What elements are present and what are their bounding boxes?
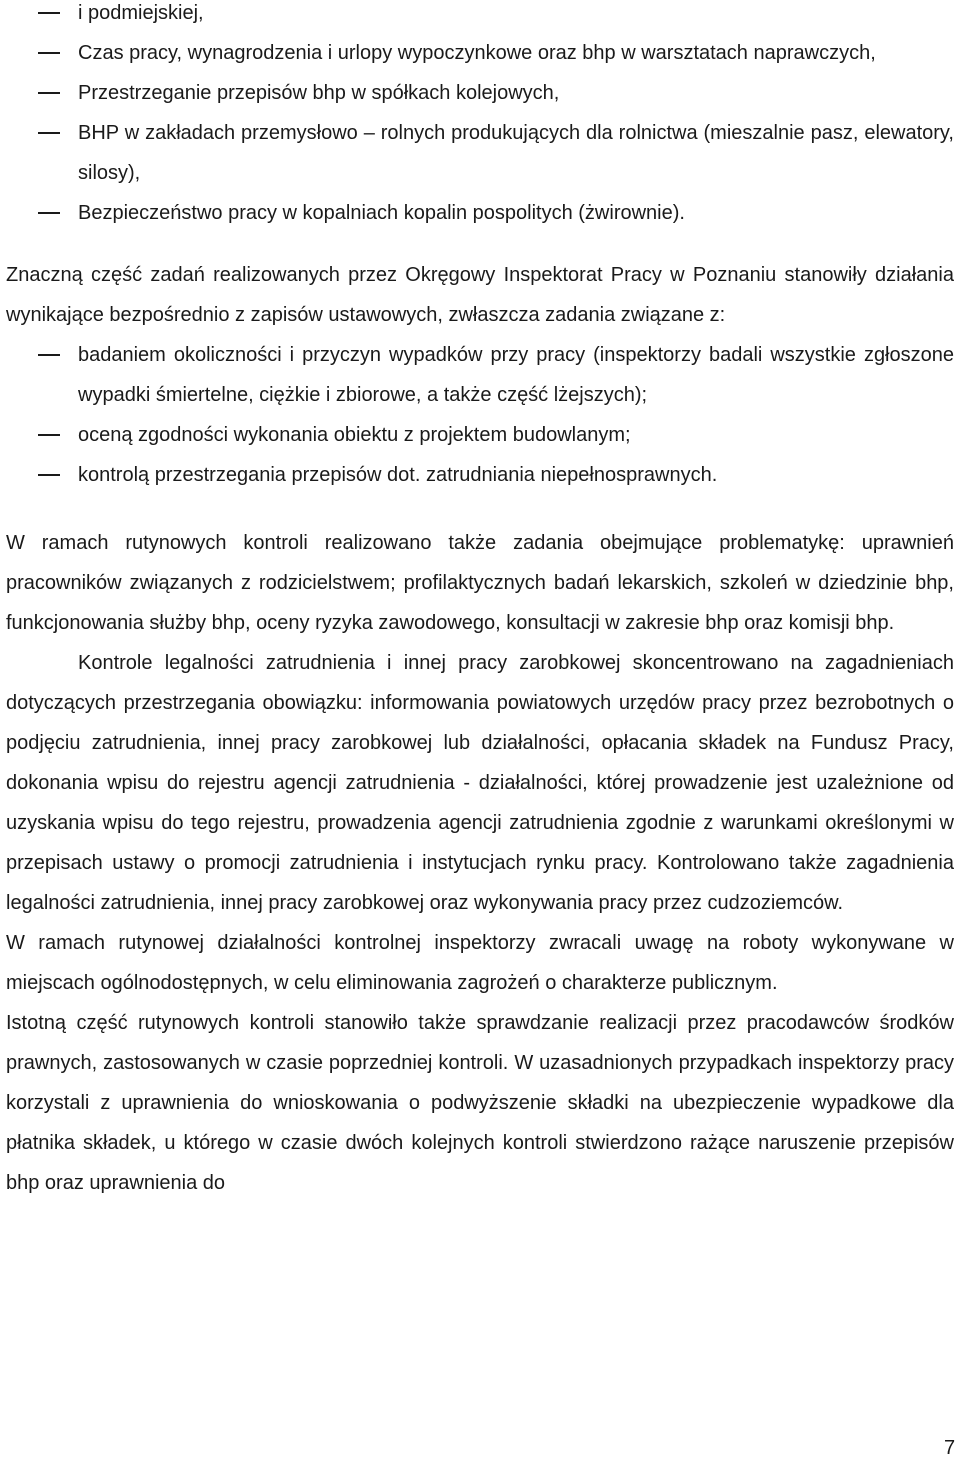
list-item: BHP w zakładach przemysłowo – rolnych produkujących dla rolnictwa (mieszalnie pasz, elewatory, silosy), — [0, 113, 960, 193]
dash-bullet-icon — [38, 132, 60, 134]
list-item: Bezpieczeństwo pracy w kopalniach kopalin pospolitych (żwirownie). — [0, 193, 960, 233]
dash-bullet-icon — [38, 354, 60, 356]
dash-bullet-icon — [38, 52, 60, 54]
paragraph-employment-legality: Kontrole legalności zatrudnienia i innej pracy zarobkowej skoncentrowano na zagadnieniach dotyczących przestrzegania obowiązku: informowania powiatowych urzędów pracy przez bezrobotnych o podjęciu zatrudnienia, innej pracy zarobkowej lub działalności, opłacania składek na Fundusz Pracy, dokonania wpisu do rejestru agencji zatrudnienia - działalności, której prowadzenie jest uzależnione od uzyskania wpisu do tego rejestru, prowadzenia agencji zatrudnienia zgodnie z warunkami określonymi w przepisach ustawy o promocji zatrudnienia i instytucjach rynku pracy. Kontrolowano także zagadnienia legalności zatrudnienia, innej pracy zarobkowej oraz wykonywania pracy przez cudzoziemców. — [6, 652, 954, 914]
dash-bullet-icon — [38, 474, 60, 476]
topic-list — [0, 0, 960, 233]
paragraph-public-works: W ramach rutynowej działalności kontrolnej inspektorzy zwracali uwagę na roboty wykonywane w miejscach ogólnodostępnych, w celu eliminowania zagrożeń o charakterze publicznym. — [6, 932, 954, 994]
list-item: Czas pracy, wynagrodzenia i urlopy wypoczynkowe oraz bhp w warsztatach naprawczych, — [0, 33, 960, 73]
paragraph-statutory-tasks: Znaczną część zadań realizowanych przez Okręgowy Inspektorat Pracy w Poznaniu stanowiły działania wynikające bezpośrednio z zapisów ustawowych, zwłaszcza zadania związane z: — [6, 264, 954, 326]
list-item: badaniem okoliczności i przyczyn wypadków przy pracy (inspektorzy badali wszystkie zgłoszone wypadki śmiertelne, ciężkie i zbiorowe, a także część lżejszych); — [0, 335, 960, 415]
list-item: oceną zgodności wykonania obiektu z projektem budowlanym; — [0, 415, 960, 455]
paragraph-routine-inspections: W ramach rutynowych kontroli realizowano także zadania obejmujące problematykę: uprawnień pracowników związanych z rodzicielstwem; profilaktycznych badań lekarskich, szkoleń w dziedzinie bhp, funkcjonowania służby bhp, oceny ryzyka zawodowego, konsultacji w zakresie bhp oraz komisji bhp. — [6, 532, 954, 634]
dash-bullet-icon — [38, 434, 60, 436]
paragraph-follow-up-checks: Istotną część rutynowych kontroli stanowiło także sprawdzanie realizacji przez pracodawców środków prawnych, zastosowanych w czasie poprzedniej kontroli. W uzasadnionych przypadkach inspektorzy pracy korzystali z uprawnienia do wnioskowania o podwyższenie składki na ubezpieczenie wypadkowe dla płatnika składek, u którego w czasie dwóch kolejnych kontroli stwierdzono rażące naruszenie przepisów bhp oraz uprawnienia do — [6, 1012, 954, 1194]
list-item: kontrolą przestrzegania przepisów dot. zatrudniania niepełnosprawnych. — [0, 455, 960, 495]
dash-bullet-icon — [38, 92, 60, 94]
list-item: Przestrzeganie przepisów bhp w spółkach kolejowych, — [0, 73, 960, 113]
dash-bullet-icon — [38, 212, 60, 214]
task-list — [0, 335, 960, 495]
list-item: i podmiejskiej, — [0, 0, 960, 33]
dash-bullet-icon — [38, 12, 60, 14]
page-number: 7 — [944, 1437, 956, 1459]
